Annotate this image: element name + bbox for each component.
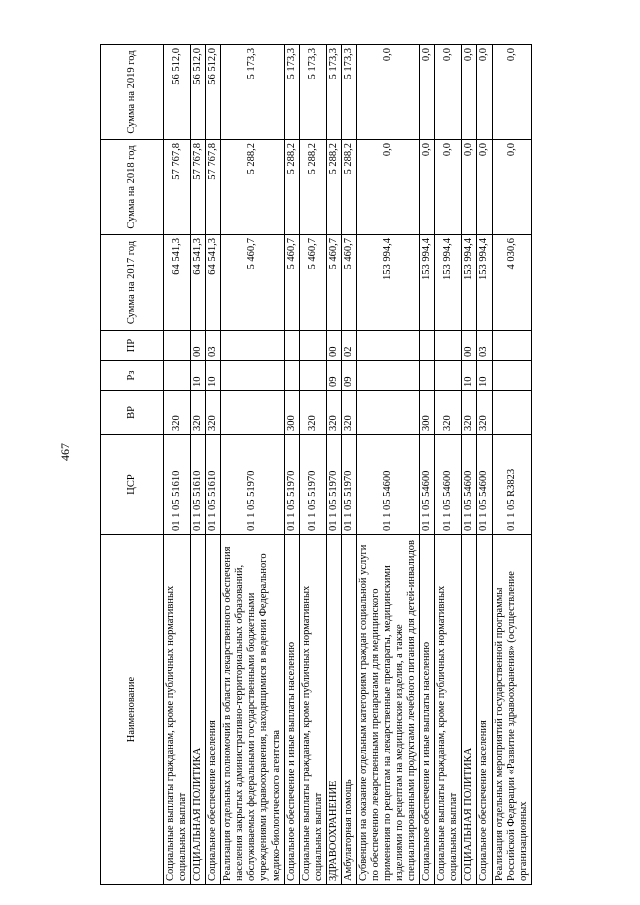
header-vr: ВР bbox=[101, 391, 164, 435]
table-row bbox=[435, 45, 462, 885]
table-row bbox=[492, 45, 531, 885]
cell-csr: 01 1 05 51970 bbox=[221, 435, 284, 535]
cell-sum-2018: 0,0 bbox=[477, 140, 492, 235]
cell-rz bbox=[164, 361, 191, 391]
cell-csr: 01 1 05 54600 bbox=[462, 435, 477, 535]
cell-sum-2018: 0,0 bbox=[356, 140, 419, 235]
cell-sum-2019: 0,0 bbox=[435, 45, 462, 140]
cell-sum-2018: 5 288,2 bbox=[326, 140, 341, 235]
cell-vr: 300 bbox=[420, 391, 435, 435]
cell-pr bbox=[221, 331, 284, 361]
cell-csr: 01 1 05 51610 bbox=[191, 435, 206, 535]
cell-vr: 320 bbox=[341, 391, 356, 435]
rotated-page bbox=[100, 45, 560, 885]
cell-sum-2017: 64 541,3 bbox=[206, 235, 221, 331]
cell-vr: 320 bbox=[191, 391, 206, 435]
table-row bbox=[341, 45, 356, 885]
cell-csr: 01 1 05 54600 bbox=[420, 435, 435, 535]
cell-csr: 01 1 05 51970 bbox=[299, 435, 326, 535]
cell-sum-2017: 5 460,7 bbox=[221, 235, 284, 331]
cell-name: СОЦИАЛЬНАЯ ПОЛИТИКА bbox=[191, 535, 206, 885]
cell-name: Реализация отдельных мероприятий государственной программы Российской Федерации «Развитие здравоохранения» (осуществление организационных bbox=[492, 535, 531, 885]
cell-sum-2017: 153 994,4 bbox=[356, 235, 419, 331]
cell-rz bbox=[284, 361, 299, 391]
table-row bbox=[462, 45, 477, 885]
cell-pr bbox=[356, 331, 419, 361]
cell-csr: 01 1 05 51610 bbox=[164, 435, 191, 535]
cell-sum-2018: 0,0 bbox=[462, 140, 477, 235]
cell-csr: 01 1 05 51970 bbox=[326, 435, 341, 535]
budget-table bbox=[100, 44, 532, 885]
cell-sum-2018: 57 767,8 bbox=[206, 140, 221, 235]
cell-pr bbox=[299, 331, 326, 361]
budget-table-sheet bbox=[100, 45, 560, 885]
header-csr: ЦСР bbox=[101, 435, 164, 535]
cell-sum-2019: 5 173,3 bbox=[326, 45, 341, 140]
cell-vr bbox=[221, 391, 284, 435]
table-row bbox=[284, 45, 299, 885]
cell-sum-2017: 64 541,3 bbox=[164, 235, 191, 331]
cell-sum-2019: 56 512,0 bbox=[164, 45, 191, 140]
cell-name: Реализация отдельных полномочий в области лекарственного обеспечения населения закрытых административно-территориальных образований, обслуживаемых федеральными государственными бюджетными учреждениями здравоохранения, находящимися в ведении Федерального медико-биологического агентства bbox=[221, 535, 284, 885]
cell-name: Субвенции на оказание отдельным категориям граждан социальной услуги по обеспечению лекарственными препаратами для медицинского применения по рецептам на лекарственные препараты, медицинскими изделиями по рецептам на медицинские изделия, а также специализированными продуктами лечебного питания для детей-инвалидов bbox=[356, 535, 419, 885]
cell-rz: 10 bbox=[462, 361, 477, 391]
cell-name: ЗДРАВООХРАНЕНИЕ bbox=[326, 535, 341, 885]
cell-rz bbox=[221, 361, 284, 391]
cell-rz: 10 bbox=[477, 361, 492, 391]
cell-sum-2018: 57 767,8 bbox=[191, 140, 206, 235]
cell-sum-2017: 5 460,7 bbox=[299, 235, 326, 331]
cell-sum-2017: 153 994,4 bbox=[462, 235, 477, 331]
cell-rz: 09 bbox=[341, 361, 356, 391]
cell-sum-2018: 0,0 bbox=[492, 140, 531, 235]
cell-vr bbox=[492, 391, 531, 435]
cell-name: Социальные выплаты гражданам, кроме публичных нормативных социальных выплат bbox=[164, 535, 191, 885]
cell-sum-2017: 153 994,4 bbox=[420, 235, 435, 331]
cell-name: СОЦИАЛЬНАЯ ПОЛИТИКА bbox=[462, 535, 477, 885]
table-row bbox=[206, 45, 221, 885]
cell-csr: 01 1 05 51610 bbox=[206, 435, 221, 535]
cell-rz bbox=[420, 361, 435, 391]
table-row bbox=[164, 45, 191, 885]
cell-vr: 320 bbox=[164, 391, 191, 435]
cell-csr: 01 1 05 54600 bbox=[356, 435, 419, 535]
cell-sum-2019: 0,0 bbox=[492, 45, 531, 140]
cell-name: Амбулаторная помощь bbox=[341, 535, 356, 885]
cell-rz: 10 bbox=[191, 361, 206, 391]
cell-rz bbox=[299, 361, 326, 391]
cell-csr: 01 1 05 51970 bbox=[341, 435, 356, 535]
cell-pr bbox=[164, 331, 191, 361]
cell-csr: 01 1 05 54600 bbox=[477, 435, 492, 535]
cell-csr: 01 1 05 R3823 bbox=[492, 435, 531, 535]
cell-pr: 02 bbox=[341, 331, 356, 361]
header-sum-2019: Сумма на 2019 год bbox=[101, 45, 164, 140]
cell-name: Социальные выплаты гражданам, кроме публичных нормативных социальных выплат bbox=[299, 535, 326, 885]
cell-name: Социальные выплаты гражданам, кроме публичных нормативных социальных выплат bbox=[435, 535, 462, 885]
cell-rz bbox=[492, 361, 531, 391]
cell-rz: 09 bbox=[326, 361, 341, 391]
table-row bbox=[477, 45, 492, 885]
cell-sum-2019: 56 512,0 bbox=[191, 45, 206, 140]
page-number: 467 bbox=[58, 443, 72, 461]
cell-sum-2019: 0,0 bbox=[462, 45, 477, 140]
cell-csr: 01 1 05 54600 bbox=[435, 435, 462, 535]
cell-sum-2019: 5 173,3 bbox=[221, 45, 284, 140]
cell-vr bbox=[356, 391, 419, 435]
cell-sum-2017: 153 994,4 bbox=[477, 235, 492, 331]
header-row bbox=[101, 45, 164, 885]
cell-sum-2018: 5 288,2 bbox=[221, 140, 284, 235]
cell-vr: 320 bbox=[477, 391, 492, 435]
cell-csr: 01 1 05 51970 bbox=[284, 435, 299, 535]
cell-vr: 300 bbox=[284, 391, 299, 435]
cell-pr bbox=[420, 331, 435, 361]
cell-name: Социальное обеспечение и иные выплаты населению bbox=[420, 535, 435, 885]
table-row bbox=[420, 45, 435, 885]
cell-sum-2017: 5 460,7 bbox=[341, 235, 356, 331]
cell-vr: 320 bbox=[299, 391, 326, 435]
cell-vr: 320 bbox=[462, 391, 477, 435]
cell-sum-2019: 0,0 bbox=[477, 45, 492, 140]
table-row bbox=[221, 45, 284, 885]
cell-pr: 00 bbox=[326, 331, 341, 361]
cell-name: Социальное обеспечение и иные выплаты населению bbox=[284, 535, 299, 885]
cell-rz: 10 bbox=[206, 361, 221, 391]
cell-pr: 03 bbox=[206, 331, 221, 361]
cell-sum-2017: 5 460,7 bbox=[326, 235, 341, 331]
cell-name: Социальное обеспечение населения bbox=[477, 535, 492, 885]
cell-sum-2019: 0,0 bbox=[356, 45, 419, 140]
cell-sum-2018: 5 288,2 bbox=[299, 140, 326, 235]
table-row bbox=[299, 45, 326, 885]
cell-sum-2019: 56 512,0 bbox=[206, 45, 221, 140]
cell-pr bbox=[284, 331, 299, 361]
cell-pr bbox=[492, 331, 531, 361]
cell-sum-2019: 0,0 bbox=[420, 45, 435, 140]
cell-sum-2018: 0,0 bbox=[420, 140, 435, 235]
header-sum-2017: Сумма на 2017 год bbox=[101, 235, 164, 331]
cell-sum-2017: 5 460,7 bbox=[284, 235, 299, 331]
cell-sum-2019: 5 173,3 bbox=[299, 45, 326, 140]
header-sum-2018: Сумма на 2018 год bbox=[101, 140, 164, 235]
cell-sum-2018: 5 288,2 bbox=[284, 140, 299, 235]
cell-rz bbox=[435, 361, 462, 391]
table-row bbox=[356, 45, 419, 885]
cell-pr: 03 bbox=[477, 331, 492, 361]
cell-pr bbox=[435, 331, 462, 361]
cell-sum-2017: 64 541,3 bbox=[191, 235, 206, 331]
cell-rz bbox=[356, 361, 419, 391]
cell-sum-2019: 5 173,3 bbox=[341, 45, 356, 140]
cell-sum-2018: 5 288,2 bbox=[341, 140, 356, 235]
cell-pr: 00 bbox=[191, 331, 206, 361]
header-rz: Рз bbox=[101, 361, 164, 391]
header-name: Наименование bbox=[101, 535, 164, 885]
cell-pr: 00 bbox=[462, 331, 477, 361]
cell-sum-2018: 57 767,8 bbox=[164, 140, 191, 235]
cell-sum-2019: 5 173,3 bbox=[284, 45, 299, 140]
cell-vr: 320 bbox=[435, 391, 462, 435]
cell-vr: 320 bbox=[326, 391, 341, 435]
cell-name: Социальное обеспечение населения bbox=[206, 535, 221, 885]
table-row bbox=[191, 45, 206, 885]
header-pr: ПР bbox=[101, 331, 164, 361]
table-row bbox=[326, 45, 341, 885]
cell-sum-2018: 0,0 bbox=[435, 140, 462, 235]
cell-vr: 320 bbox=[206, 391, 221, 435]
cell-sum-2017: 4 030,6 bbox=[492, 235, 531, 331]
cell-sum-2017: 153 994,4 bbox=[435, 235, 462, 331]
